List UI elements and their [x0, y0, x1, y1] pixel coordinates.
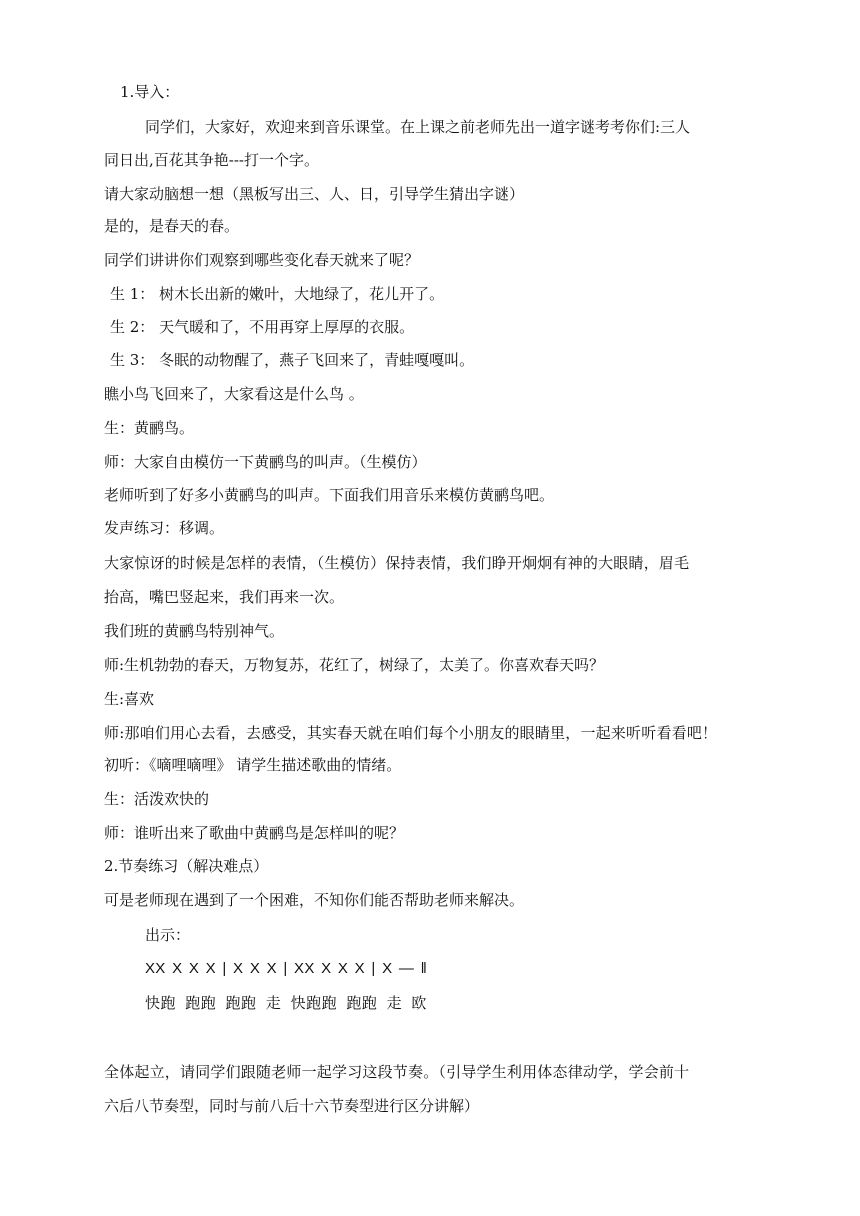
paragraph-line: 师:那咱们用心去看，去感受，其实春天就在咱们每个小朋友的眼睛里，一起来听听看看吧！: [104, 724, 718, 742]
paragraph-line: 师：大家自由模仿一下黄鹂鸟的叫声。（生模仿）: [104, 453, 427, 471]
paragraph-line: 同日出,百花其争艳---打一个字。: [104, 151, 319, 169]
paragraph-line: 全体起立，请同学们跟随老师一起学习这段节奏。（引导学生利用体态律动学，学会前十: [104, 1063, 690, 1081]
section-heading-intro: 1.导入：: [120, 83, 180, 101]
student-answer-line: 生 1： 树木长出新的嫩叶，大地绿了，花儿开了。: [110, 285, 445, 303]
rhythm-notation: XX X X X | X X X | XX X X X | X — ‖: [145, 960, 428, 977]
paragraph-line: 六后八节奏型，同时与前八后十六节奏型进行区分讲解）: [104, 1097, 480, 1115]
paragraph-line: 同学们讲讲你们观察到哪些变化春天就来了呢？: [104, 251, 420, 269]
paragraph-line: 老师听到了好多小黄鹂鸟的叫声。下面我们用音乐来模仿黄鹂鸟吧。: [104, 486, 555, 504]
rhythm-syllables: 快跑 跑跑 跑跑 走 快跑跑 跑跑 走 欧: [145, 994, 427, 1012]
paragraph-line: 发声练习：移调。: [104, 519, 225, 537]
paragraph-line: 是的，是春天的春。: [104, 217, 240, 235]
paragraph-line: 初听：《嘀哩嘀哩》 请学生描述歌曲的情绪。: [104, 756, 402, 774]
paragraph-line: 大家惊讶的时候是怎样的表情，（生模仿）保持表情，我们睁开炯炯有神的大眼睛，眉毛: [104, 554, 690, 572]
paragraph-line: 瞧小鸟飞回来了，大家看这是什么鸟 。: [104, 385, 364, 403]
paragraph-line: 生：黄鹂鸟。: [104, 419, 195, 437]
display-label: 出示：: [145, 926, 191, 944]
paragraph-line: 同学们，大家好，欢迎来到音乐课堂。在上课之前老师先出一道字谜考考你们:三人: [145, 118, 691, 136]
paragraph-line: 师:生机勃勃的春天，万物复苏，花红了，树绿了，太美了。你喜欢春天吗？: [104, 656, 605, 674]
student-answer-line: 生 3： 冬眠的动物醒了，燕子飞回来了，青蛙嘎嘎叫。: [110, 351, 475, 369]
section-heading-rhythm: 2.节奏练习（解决难点）: [104, 857, 269, 875]
paragraph-line: 请大家动脑想一想（黑板写出三、人、日，引导学生猜出字谜）: [104, 185, 525, 203]
paragraph-line: 我们班的黄鹂鸟特别神气。: [104, 622, 285, 640]
paragraph-line: 可是老师现在遇到了一个困难，不知你们能否帮助老师来解决。: [104, 891, 525, 909]
paragraph-line: 生：活泼欢快的: [104, 790, 210, 808]
paragraph-line: 师：谁听出来了歌曲中黄鹂鸟是怎样叫的呢？: [104, 824, 405, 842]
paragraph-line: 生:喜欢: [104, 690, 155, 708]
paragraph-line: 抬高，嘴巴竖起来，我们再来一次。: [104, 588, 345, 606]
student-answer-line: 生 2： 天气暖和了，不用再穿上厚厚的衣服。: [110, 318, 415, 336]
